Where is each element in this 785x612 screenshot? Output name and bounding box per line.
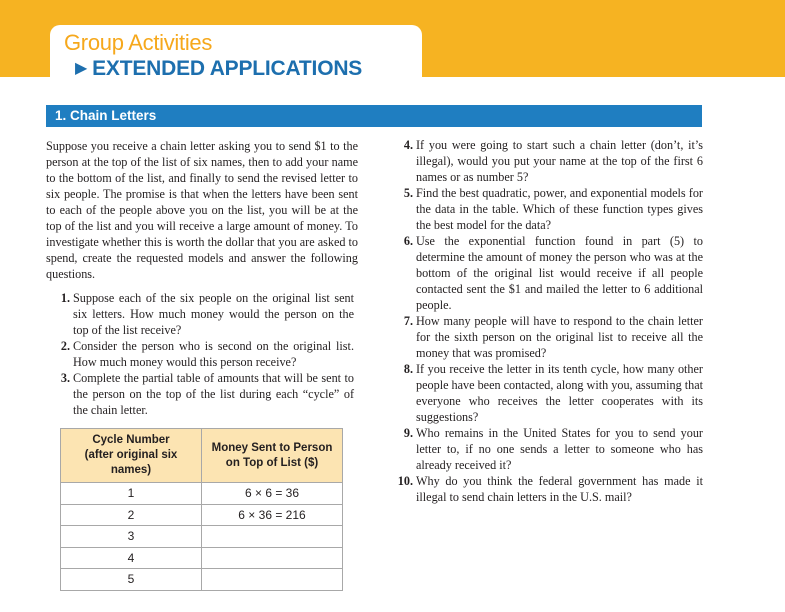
intro-paragraph: Suppose you receive a chain letter asking you to send $1 to the person at the top of the list of six names, then to add your name to the bottom of the list, and finally to send the revised letter to six people. The promise is that when the letters have been sent to each of the people above you on the list, you will be at the top of the list and you will receive a large amount of money. To investigate whether this is worth the dollar that you are asked to spend, create the requested models and answer the following questions.	[46, 139, 358, 281]
question-text: Suppose each of the six people on the original list sent six letters. How much money would the person on the top of the list receive?	[73, 291, 354, 337]
question-text: How many people will have to respond to the chain letter for the sixth person on the original list to receive all the money that was promised?	[416, 314, 703, 360]
header-line: Cycle Number	[92, 434, 170, 446]
question-item	[395, 137, 703, 185]
header-line: (after original six names)	[84, 449, 178, 476]
page-title-text: EXTENDED APPLICATIONS	[92, 57, 363, 80]
header-line: on Top of List ($)	[225, 456, 319, 469]
question-number: 4.	[403, 138, 413, 152]
money-cell	[202, 547, 343, 569]
cycle-table	[60, 428, 343, 591]
question-list-right	[395, 137, 703, 505]
money-cell	[202, 526, 343, 548]
cycle-cell: 2	[61, 504, 202, 526]
cycle-cell: 4	[61, 547, 202, 569]
table-row	[61, 569, 343, 591]
question-item	[52, 338, 354, 370]
question-text: Why do you think the federal government has made it illegal to send chain letters in the U.S. mail?	[416, 474, 703, 504]
question-text: Find the best quadratic, power, and exponential models for the data in the table. Which of these function types gives the best model for the data?	[416, 186, 703, 232]
question-item	[395, 185, 703, 233]
question-number: 9.	[403, 426, 413, 440]
table-row	[61, 547, 343, 569]
cycle-cell: 5	[61, 569, 202, 591]
question-item	[395, 233, 703, 313]
question-item	[395, 425, 703, 473]
table-header-row	[61, 429, 343, 483]
question-text: If you receive the letter in its tenth cycle, how many other people have been contacted, along with you, assuming that everyone who receives the letter cooperates with its suggestions?	[416, 362, 704, 424]
question-number: 1.	[60, 291, 70, 305]
question-item	[395, 313, 703, 361]
cycle-cell: 3	[61, 526, 202, 548]
table-row	[61, 504, 343, 526]
header-line: Money Sent to Person	[211, 441, 333, 454]
question-item	[52, 370, 354, 418]
question-number: 7.	[403, 314, 413, 328]
money-cell: 6 × 36 = 216	[202, 504, 343, 526]
question-list-left	[52, 290, 354, 418]
triangle-bullet-icon: ▶	[75, 60, 88, 77]
category-heading: Group Activities	[64, 30, 213, 55]
question-text: Complete the partial table of amounts that will be sent to the person on the top of the list during each “cycle” of the chain letter.	[73, 371, 354, 417]
question-item	[395, 473, 703, 505]
money-cell	[202, 569, 343, 591]
column-header-money	[202, 429, 343, 483]
question-text: If you were going to start such a chain letter (don’t, it’s illegal), would you put your name at the top of the first 6 names or as number 5?	[416, 138, 703, 184]
question-text: Who remains in the United States for you to send your letter to, if no one sends a letter to someone who has already received it?	[416, 426, 703, 472]
cycle-cell: 1	[61, 483, 202, 505]
page-title	[75, 57, 362, 81]
question-number: 6.	[403, 234, 413, 248]
table-row	[61, 526, 343, 548]
section-title: 1. Chain Letters	[55, 108, 157, 123]
question-number: 5.	[403, 186, 413, 200]
question-text: Use the exponential function found in part (5) to determine the amount of money the person who was at the bottom of the original list would receive if all people contacted sent the $1 and mailed the letter to 6 additional people.	[416, 234, 703, 312]
question-item	[395, 361, 703, 425]
column-header-cycle	[61, 429, 202, 483]
money-cell: 6 × 6 = 36	[202, 483, 343, 505]
table-row	[61, 483, 343, 505]
left-column	[46, 138, 358, 282]
question-number: 8.	[403, 362, 413, 376]
question-number: 2.	[60, 339, 70, 353]
question-number: 3.	[60, 371, 70, 385]
question-number: 10.	[397, 474, 413, 488]
question-item	[52, 290, 354, 338]
section-header	[46, 105, 702, 127]
question-text: Consider the person who is second on the original list. How much money would this person receive?	[73, 339, 354, 369]
